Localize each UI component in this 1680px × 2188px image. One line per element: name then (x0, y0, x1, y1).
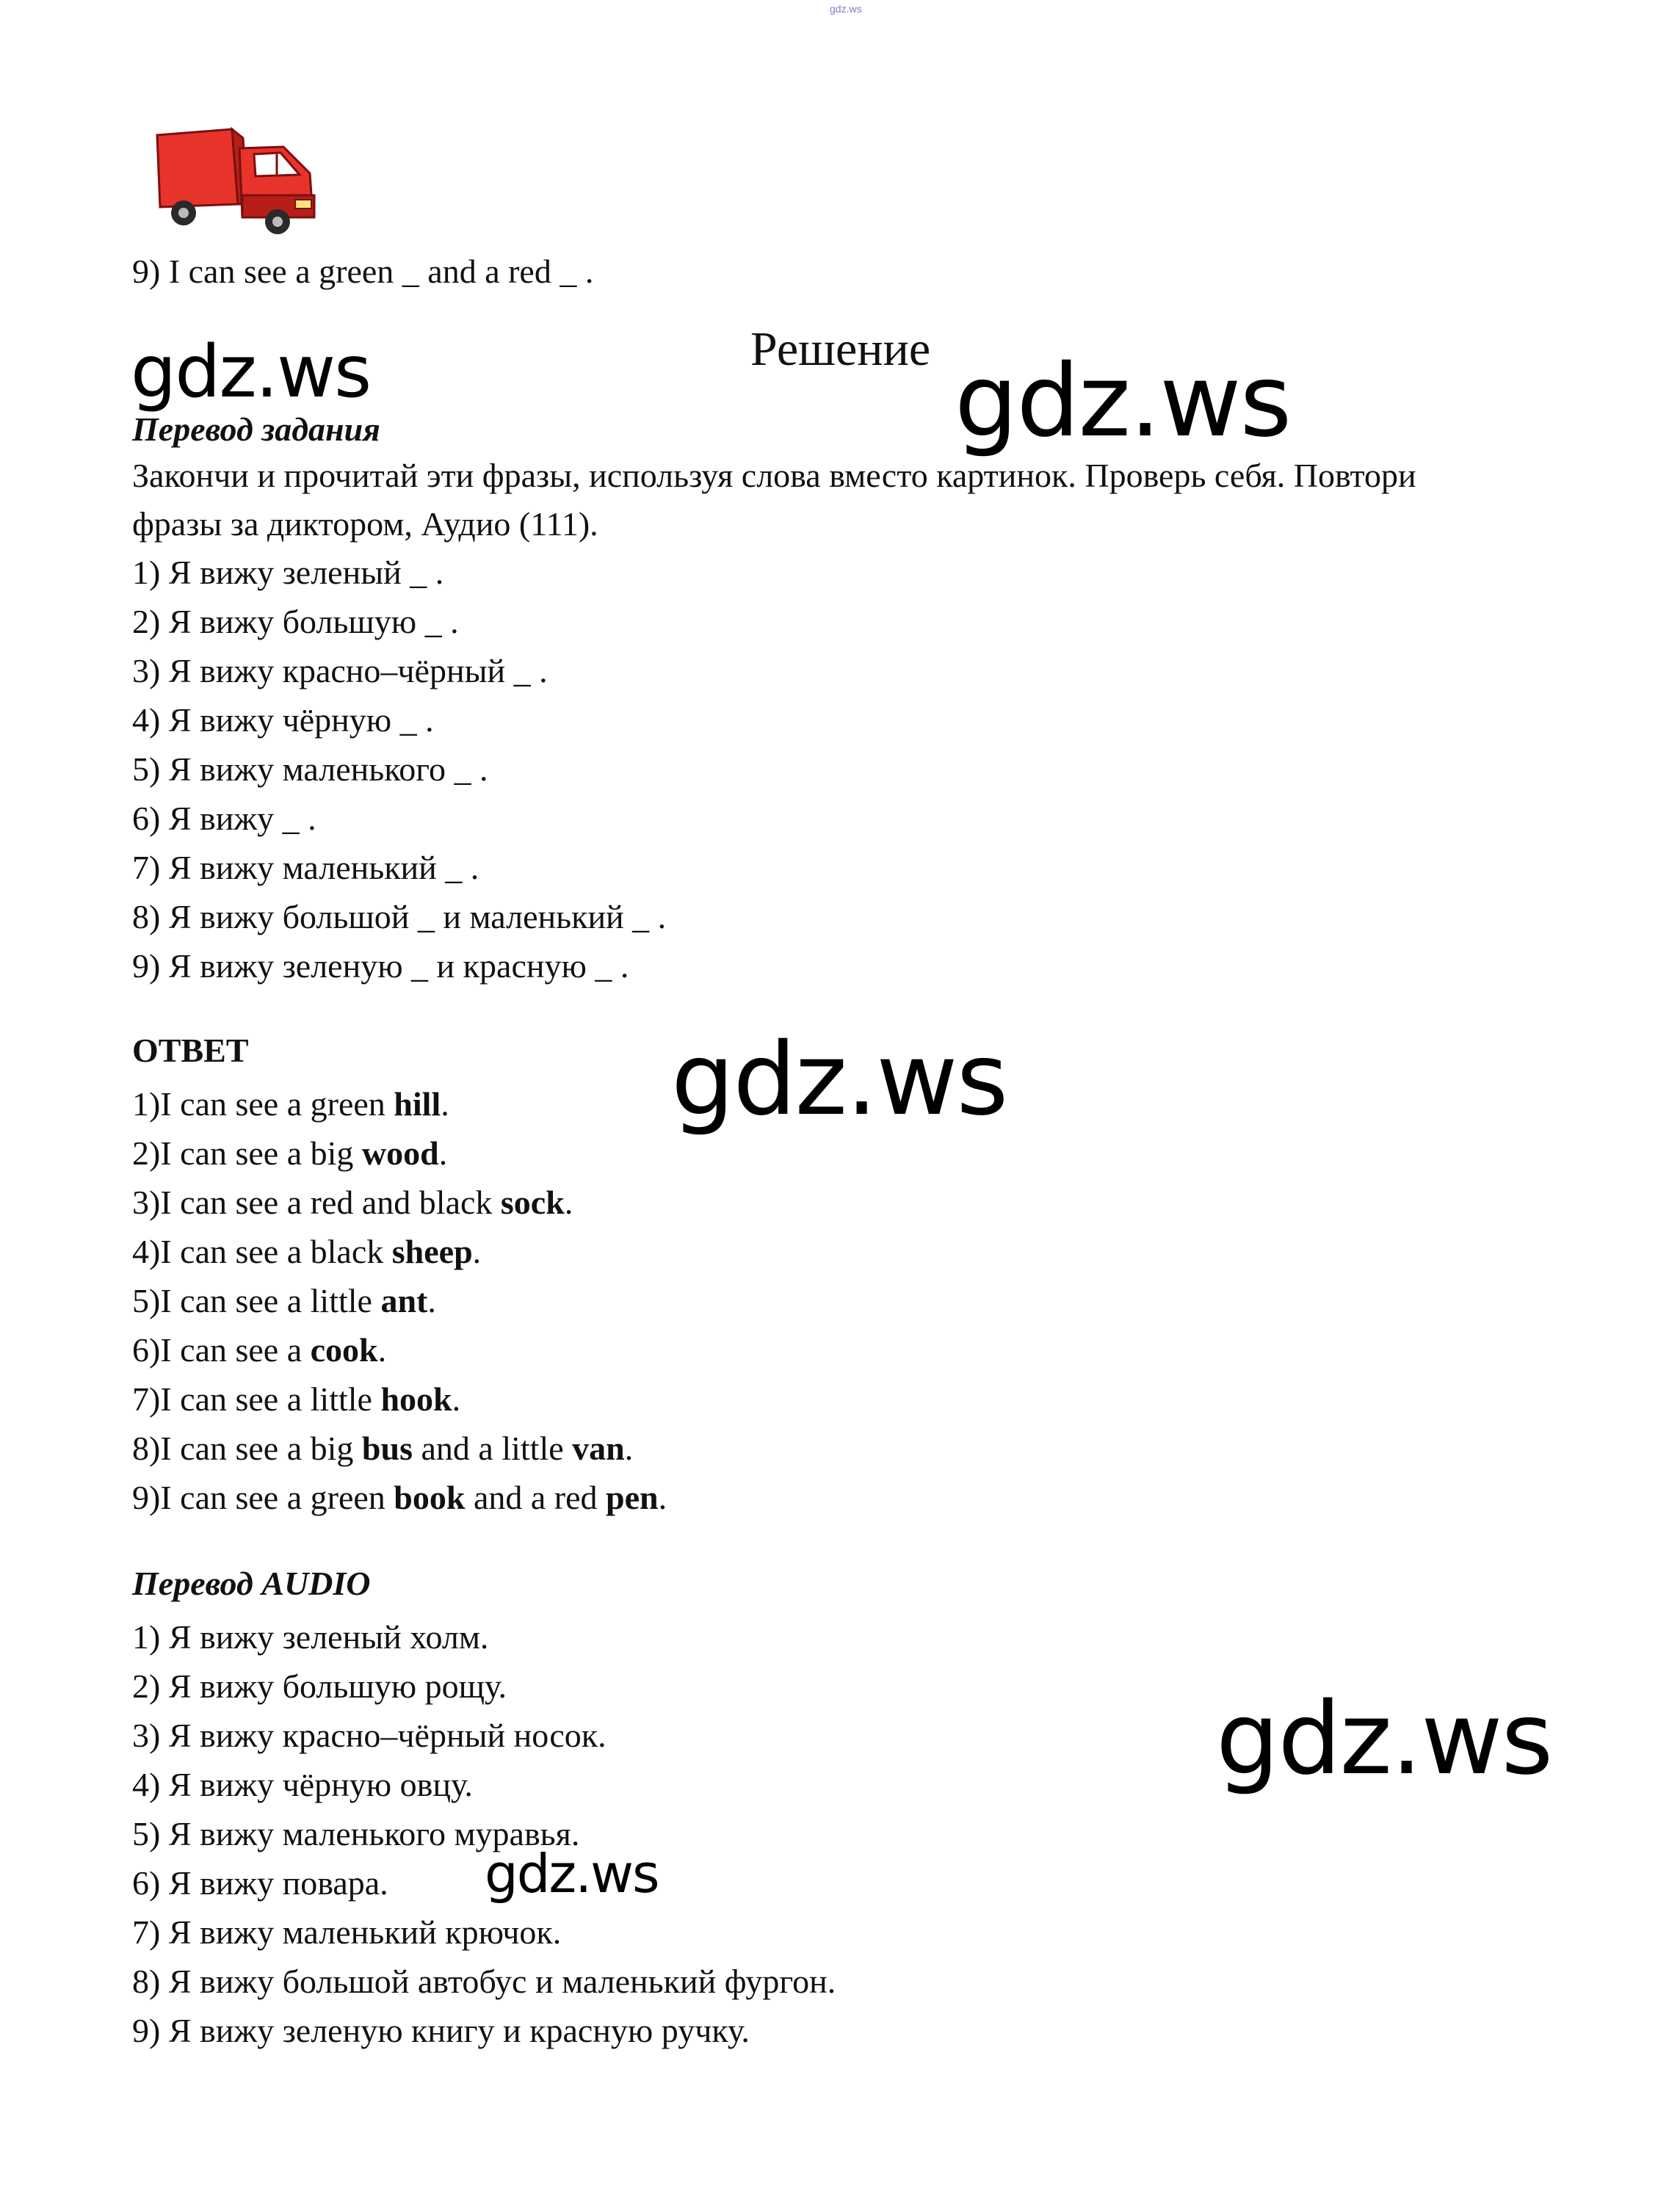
list-item: 4) Я вижу чёрную _ . (132, 701, 434, 739)
list-item: 3) Я вижу красно–чёрный _ . (132, 652, 548, 689)
answer-item: 5)I can see a little ant. (132, 1282, 436, 1319)
list-item: 8) Я вижу большой автобус и маленький фургон. (132, 1963, 836, 2000)
audio-list (132, 1612, 836, 2055)
answer-item: 4)I can see a black sheep. (132, 1233, 482, 1270)
list-item: 5) Я вижу маленького муравья. (132, 1815, 580, 1852)
answer-list (132, 1079, 667, 1522)
list-item: 7) Я вижу маленький крючок. (132, 1913, 562, 1951)
translation-intro-line: фразы за диктором, Аудио (111). (132, 505, 598, 543)
top-watermark: gdz.ws (830, 3, 862, 15)
list-item: 8) Я вижу большой _ и маленький _ . (132, 898, 667, 935)
translation-heading: Перевод задания (132, 410, 380, 448)
watermark: gdz.ws (485, 1843, 659, 1905)
list-item: 6) Я вижу _ . (132, 800, 316, 837)
list-item: 4) Я вижу чёрную овцу. (132, 1766, 473, 1803)
list-item: 2) Я вижу большую рощу. (132, 1667, 507, 1705)
list-item: 9) Я вижу зеленую книгу и красную ручку. (132, 2012, 750, 2049)
list-item: 9) Я вижу зеленую _ и красную _ . (132, 947, 629, 985)
list-item: 7) Я вижу маленький _ . (132, 849, 479, 886)
answer-item: 6)I can see a cook. (132, 1331, 387, 1369)
audio-heading: Перевод AUDIO (132, 1565, 371, 1602)
answer-item: 2)I can see a big wood. (132, 1134, 448, 1172)
translation-intro-line: Закончи и прочитай эти фразы, используя слова вместо картинок. Проверь себя. Повтори (132, 457, 1416, 494)
list-item: 2) Я вижу большую _ . (132, 603, 459, 640)
translation-list (132, 548, 666, 990)
answer-item: 7)I can see a little hook. (132, 1380, 461, 1418)
answer-item: 3)I can see a red and black sock. (132, 1184, 573, 1221)
red-truck-icon (144, 122, 327, 239)
watermark: gdz.ws (131, 330, 371, 414)
answer-item: 1)I can see a green hill. (132, 1085, 449, 1123)
list-item: 1) Я вижу зеленый _ . (132, 554, 444, 591)
watermark: gdz.ws (955, 344, 1291, 460)
task-line: 9) I can see a green _ and a red _ . (132, 253, 594, 290)
answer-item: 9)I can see a green book and a red pen. (132, 1479, 667, 1516)
watermark: gdz.ws (671, 1022, 1007, 1138)
answer-item: 8)I can see a big bus and a little van. (132, 1430, 634, 1467)
answer-heading: ОТВЕТ (132, 1032, 249, 1069)
watermark: gdz.ws (1216, 1681, 1552, 1797)
list-item: 3) Я вижу красно–чёрный носок. (132, 1717, 607, 1754)
solution-title: Решение (750, 322, 931, 376)
list-item: 6) Я вижу повара. (132, 1864, 388, 1902)
list-item: 5) Я вижу маленького _ . (132, 750, 488, 788)
list-item: 1) Я вижу зеленый холм. (132, 1618, 489, 1656)
